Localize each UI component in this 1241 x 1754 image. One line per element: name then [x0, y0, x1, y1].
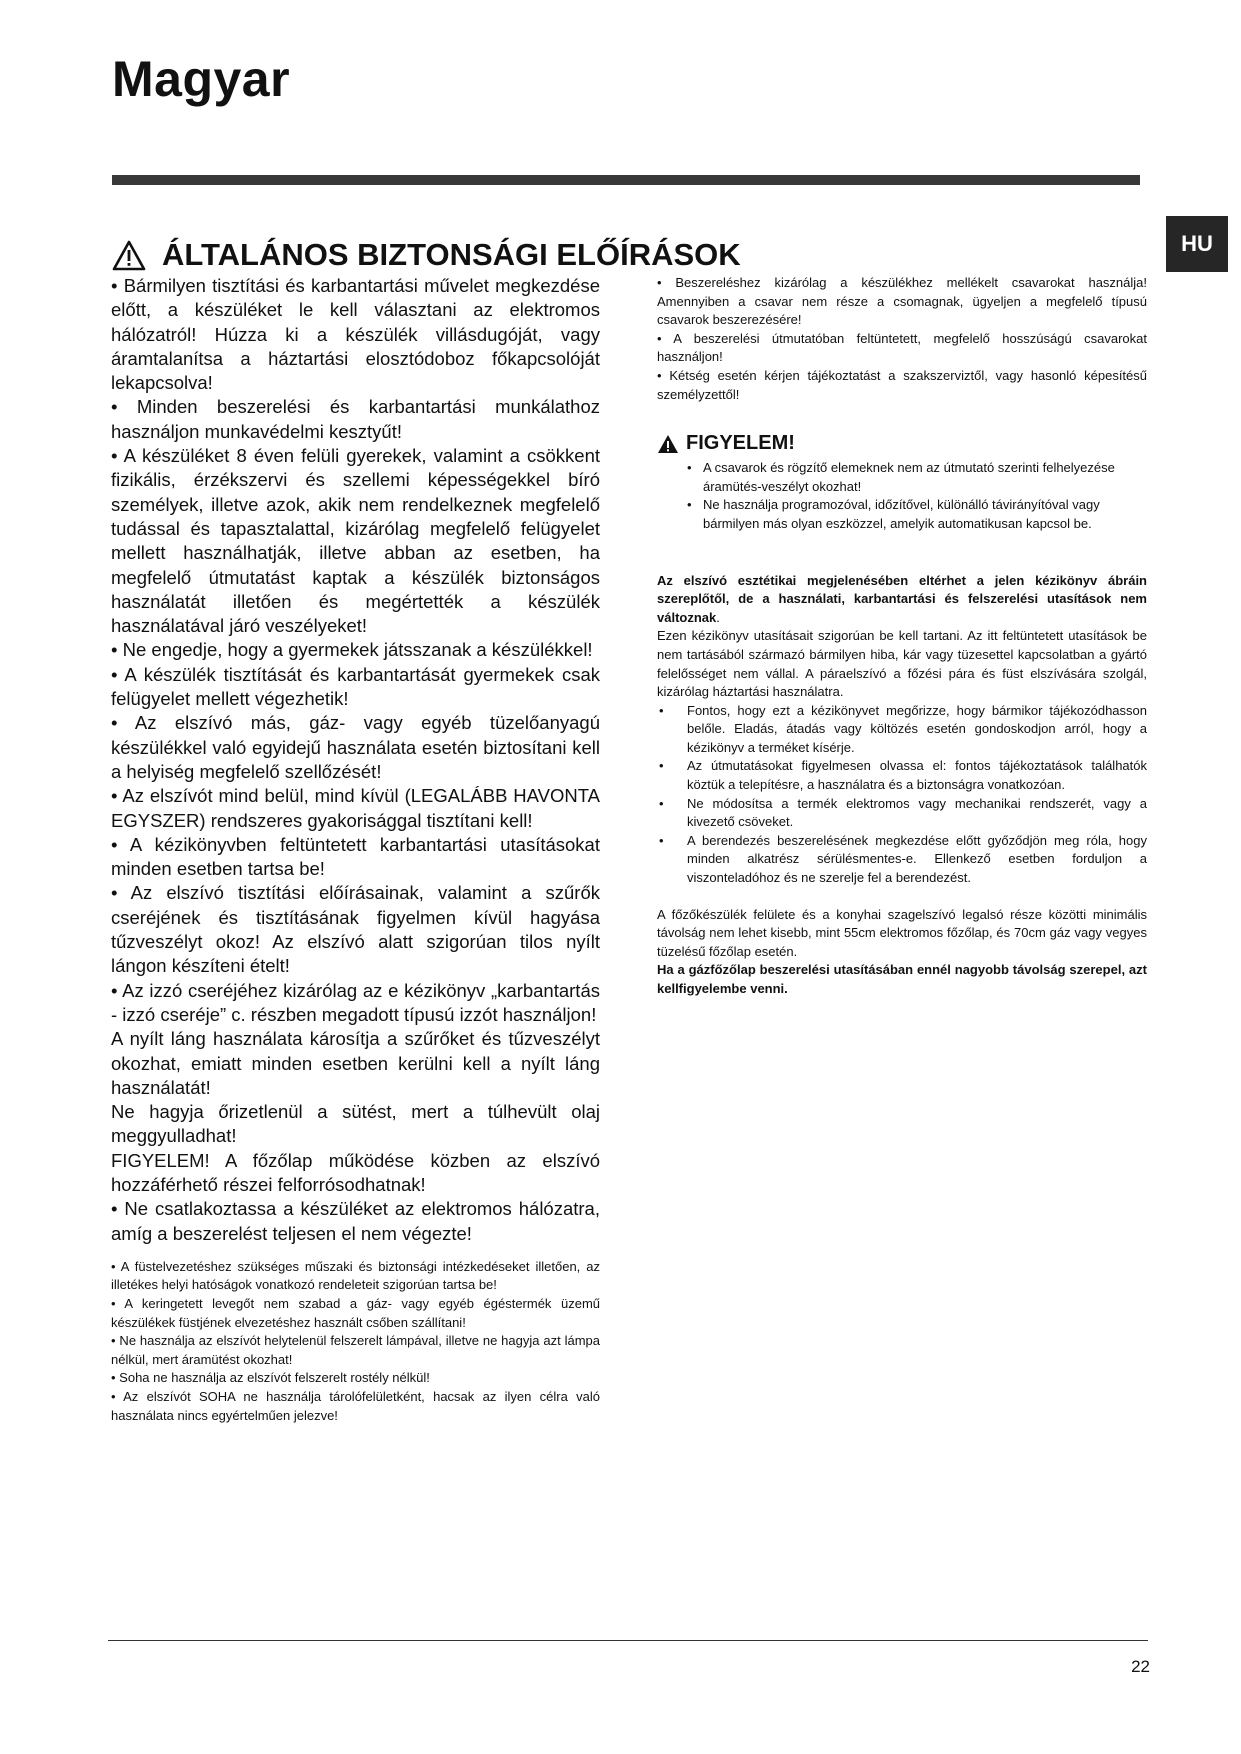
list-item: • A csavarok és rögzítő elemeknek nem az útmutató szerinti felhelyezése áramütés-veszélyt okozhat!	[687, 459, 1147, 496]
section-title: ÁLTALÁNOS BIZTONSÁGI ELŐÍRÁSOK	[162, 237, 741, 272]
list-item: • Ne módosítsa a termék elektromos vagy mechanikai rendszerét, vagy a kivezető csöveket.	[657, 795, 1147, 832]
distance-paragraph: A főzőkészülék felülete és a konyhai szagelszívó legalsó része közötti minimális távolság nem lehet kisebb, mint 55cm elektromos főzőlap, és 70cm gáz vagy vegyes tüzelésű főzőlap esetén.	[657, 906, 1147, 959]
figyelem-list	[657, 459, 1147, 533]
safety-rule: • Az izzó cseréjéhez kizárólag az e kézikönyv „karbantartás - izzó cseréje” c. részben megadott típusú izzót használjon!	[111, 979, 600, 1025]
figyelem-heading	[657, 432, 1147, 455]
warning-filled-icon	[657, 434, 679, 454]
list-item: • Fontos, hogy ezt a kézikönyvet megőrizze, hogy bármikor tájékozódhasson belőle. Eladás, átadás vagy költözés esetén gondoskodjon arról, hogy a kézikönyv a terméket kísérje.	[657, 702, 1147, 758]
screw-note: • A beszerelési útmutatóban feltüntetett, megfelelő hosszúságú csavarokat használjon!	[657, 330, 1147, 365]
page-title: Magyar	[112, 51, 291, 107]
safety-note: • Soha ne használja az elszívót felszerelt rostély nélkül!	[111, 1370, 430, 1386]
language-tab: HU	[1166, 216, 1228, 272]
safety-note: • A füstelvezetéshez szükséges műszaki és biztonsági intézkedéseket illetően, az illetékes helyi hatóságok vonatkozó rendeleteit szigorúan tartsa be!	[111, 1258, 600, 1293]
screw-note: • Kétség esetén kérjen tájékoztatást a szakszerviztől, vagy hasonló képesítésű személyzettől!	[657, 367, 1147, 402]
list-item: • Ne használja programozóval, időzítővel, különálló távirányítóval vagy bármilyen más olyan eszközzel, amelyik automatikusan kapcsol be.	[687, 496, 1147, 533]
safety-rule: FIGYELEM! A főzőlap működése közben az elszívó hozzáférhető részei felforrósodhatnak!	[111, 1149, 600, 1195]
appearance-notice-end: .	[716, 609, 720, 625]
intro-paragraph: Ezen kézikönyv utasításait szigorúan be kell tartani. Az itt feltüntetett utasítások be nem tartásából származó bármilyen hiba, kár vagy tüzesettel kapcsolatban a gyártó felelősséget nem vállal. A páraelszívó a főzési pára és füst elszívására szolgál, kizárólag háztartási használatra.	[657, 628, 1147, 700]
appearance-notice	[657, 572, 1147, 628]
distance-bold-note: Ha a gázfőzőlap beszerelési utasításában ennél nagyobb távolság szerepel, azt kellfigyelembe venni.	[657, 962, 1147, 996]
safety-rule: • Ne csatlakoztassa a készüléket az elektromos hálózatra, amíg a beszerelést teljesen el nem végezte!	[111, 1198, 600, 1244]
section-heading	[112, 236, 741, 274]
safety-note: • A keringetett levegőt nem szabad a gáz- vagy egyéb égéstermék üzemű készülékek füstjének elvezetéshez használt csőben szállítani!	[111, 1296, 600, 1330]
appearance-notice-text: Az elszívó esztétikai megjelenésében eltérhet a jelen kézikönyv ábráin szereplőtől, de a használati, karbantartási és felszerelési utasítások nem változnak	[657, 572, 1147, 625]
safety-rule: • Bármilyen tisztítási és karbantartási művelet megkezdése előtt, a készüléket le kell választani az elektromos hálózatról! Húzza ki a készülék villásdugóját, vagy áramtalanítsa a háztartási elosztódoboz főkapcsolóját lekapcsolva!	[111, 275, 600, 394]
safety-rule: • A kézikönyvben feltüntetett karbantartási utasításokat minden esetben tartsa be!	[111, 833, 600, 880]
safety-rules-large	[111, 274, 600, 1246]
instructions-list	[657, 702, 1147, 888]
header-divider	[112, 175, 1140, 185]
right-column	[657, 274, 1147, 999]
safety-rule: A nyílt láng használata károsítja a szűrőket és tűzveszélyt okozhat, emiatt minden esetben kerülni kell a nyílt láng használatát!	[111, 1028, 600, 1098]
left-column	[111, 274, 600, 1425]
safety-note: • Az elszívót SOHA ne használja tárolófelületként, hacsak az ilyen célra való használata nincs egyértelműen jelezve!	[111, 1389, 600, 1423]
safety-rules-small	[111, 1258, 600, 1425]
safety-rule: • A készülék tisztítását és karbantartását gyermekek csak felügyelet mellett végezhetik!	[111, 663, 600, 710]
safety-rule: • Minden beszerelési és karbantartási munkálathoz használjon munkavédelmi kesztyűt!	[111, 396, 600, 442]
page-number: 22	[1131, 1657, 1150, 1676]
safety-note: • Ne használja az elszívót helytelenül felszerelt lámpával, illetve ne hagyja azt lámpa nélkül, mert áramütést okozhat!	[111, 1333, 600, 1367]
screw-note: • Beszereléshez kizárólag a készülékhez mellékelt csavarokat használja! Amennyiben a csavar nem része a csomagnak, ügyeljen a megfelelő típusú csavarok beszerezésére!	[657, 275, 1147, 328]
safety-rule: • A készüléket 8 éven felüli gyerekek, valamint a csökkent fizikális, érzékszervi és szellemi képességekkel bíró személyek, illetve azok, akik nem rendelkeznek megfelelő tudással és tapasztalattal, kizárólag megfelelő felügyelet mellett használhatják, illetve abban az esetben, ha megfelelő útmutatást kaptak a készülék biztonságos használatát illetően és megértették a készülék használatával járó veszélyeket!	[111, 445, 600, 637]
list-item: • A berendezés beszerelésének megkezdése előtt győződjön meg róla, hogy minden alkatrész sérülésmentes-e. Ellenkező esetben forduljon a viszonteladóhoz és ne szerelje fel a berendezést.	[657, 832, 1147, 888]
warning-triangle-icon	[112, 240, 146, 271]
safety-rule: • Az elszívót mind belül, mind kívül (LEGALÁBB HAVONTA EGYSZER) rendszeres gyakorisággal tisztítani kell!	[111, 785, 600, 831]
safety-rule: • Ne engedje, hogy a gyermekek játsszanak a készülékkel!	[111, 639, 593, 661]
safety-rule: • Az elszívó tisztítási előírásainak, valamint a szűrők cseréjének és tisztításának figyelmen kívül hagyása tűzveszélyt okoz! Az elszívó alatt szigorúan tilos nyílt lángon készíteni ételt!	[111, 882, 600, 977]
safety-rule: • Az elszívó más, gáz- vagy egyéb tüzelőanyagú készülékkel való egyidejű használata esetén biztosítani kell a helyiség megfelelő szellőzését!	[111, 712, 600, 782]
list-item: • Az útmutatásokat figyelmesen olvassa el: fontos tájékoztatások találhatók köztük a telepítésre, a használatra és a biztonságra vonatkozóan.	[657, 757, 1147, 794]
figyelem-title: FIGYELEM!	[686, 432, 795, 455]
safety-rule: Ne hagyja őrizetlenül a sütést, mert a túlhevült olaj meggyulladhat!	[111, 1101, 600, 1147]
footer-divider	[108, 1640, 1148, 1641]
